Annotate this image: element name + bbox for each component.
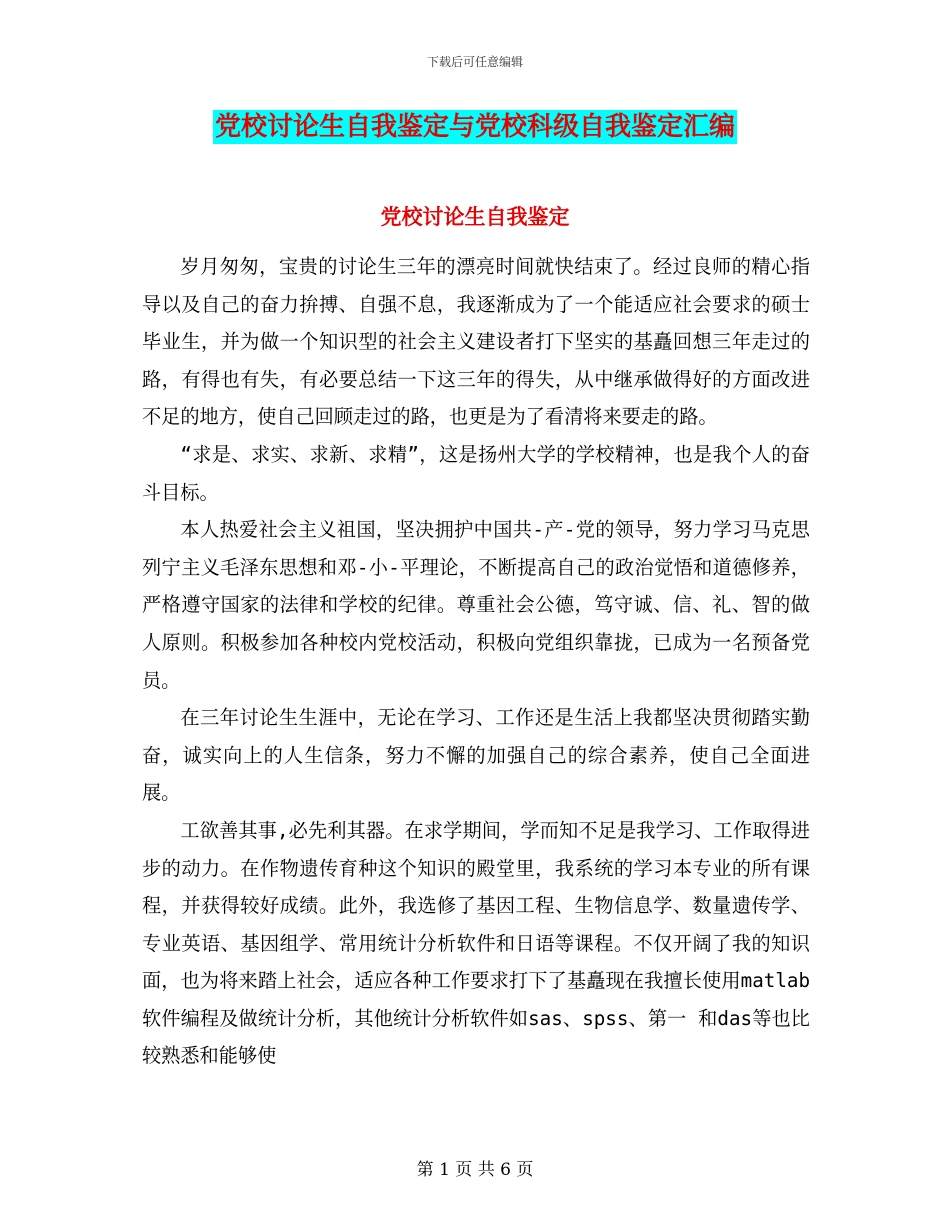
page-header-note: 下载后可任意编辑 bbox=[426, 55, 523, 69]
section-title: 党校讨论生自我鉴定 bbox=[380, 204, 570, 229]
document-title-container bbox=[0, 110, 950, 144]
body-paragraph: 本人热爱社会主义祖国，坚决拥护中国共-产-党的领导，努力学习马克思列宁主义毛泽东思想和邓-小-平理论，不断提高自己的政治觉悟和道德修养，严格遵守国家的法律和学校的纪律。尊重社会公德，笃守诚、信、礼、智的做人原则。积极参加各种校内党校活动，积极向党组织靠拢，已成为一名预备党员。 bbox=[142, 518, 810, 692]
body-paragraph: 在三年讨论生生涯中，无论在学习、工作还是生活上我都坚决贯彻踏实勤奋，诚实向上的人生信条，努力不懈的加强自己的综合素养，使自己全面进展。 bbox=[142, 706, 810, 805]
body-paragraph: 岁月匆匆，宝贵的讨论生三年的漂亮时间就快结束了。经过良师的精心指导以及自己的奋力拚搏、自强不息，我逐渐成为了一个能适应社会要求的硕士毕业生，并为做一个知识型的社会主义建设者打下坚实的基矗回想三年走过的路，有得也有失，有必要总结一下这三年的得失，从中继承做得好的方面改进不足的地方，使自己回顾走过的路，也更是为了看清将来要走的路。 bbox=[142, 255, 810, 429]
body-paragraph: “求是、求实、求新、求精”，这是扬州大学的学校精神，也是我个人的奋斗目标。 bbox=[142, 442, 810, 504]
document-body bbox=[142, 248, 810, 1075]
body-paragraph: 工欲善其事,必先利其器。在求学期间，学而知不足是我学习、工作取得进步的动力。在作物遗传育种这个知识的殿堂里，我系统的学习本专业的所有课程，并获得较好成绩。此外，我选修了基因工程、生物信息学、数量遗传学、专业英语、基因组学、常用统计分析软件和日语等课程。不仅开阔了我的知识面，也为将来踏上社会，适应各种工作要求打下了基矗现在我擅长使用matlab软件编程及做统计分析，其他统计分析软件如sas、spss、第一 和das等也比较熟悉和能够使 bbox=[142, 818, 810, 1068]
document-title: 党校讨论生自我鉴定与党校科级自我鉴定汇编 bbox=[214, 112, 735, 142]
page-number-footer: 第 1 页 共 6 页 bbox=[416, 1160, 534, 1180]
